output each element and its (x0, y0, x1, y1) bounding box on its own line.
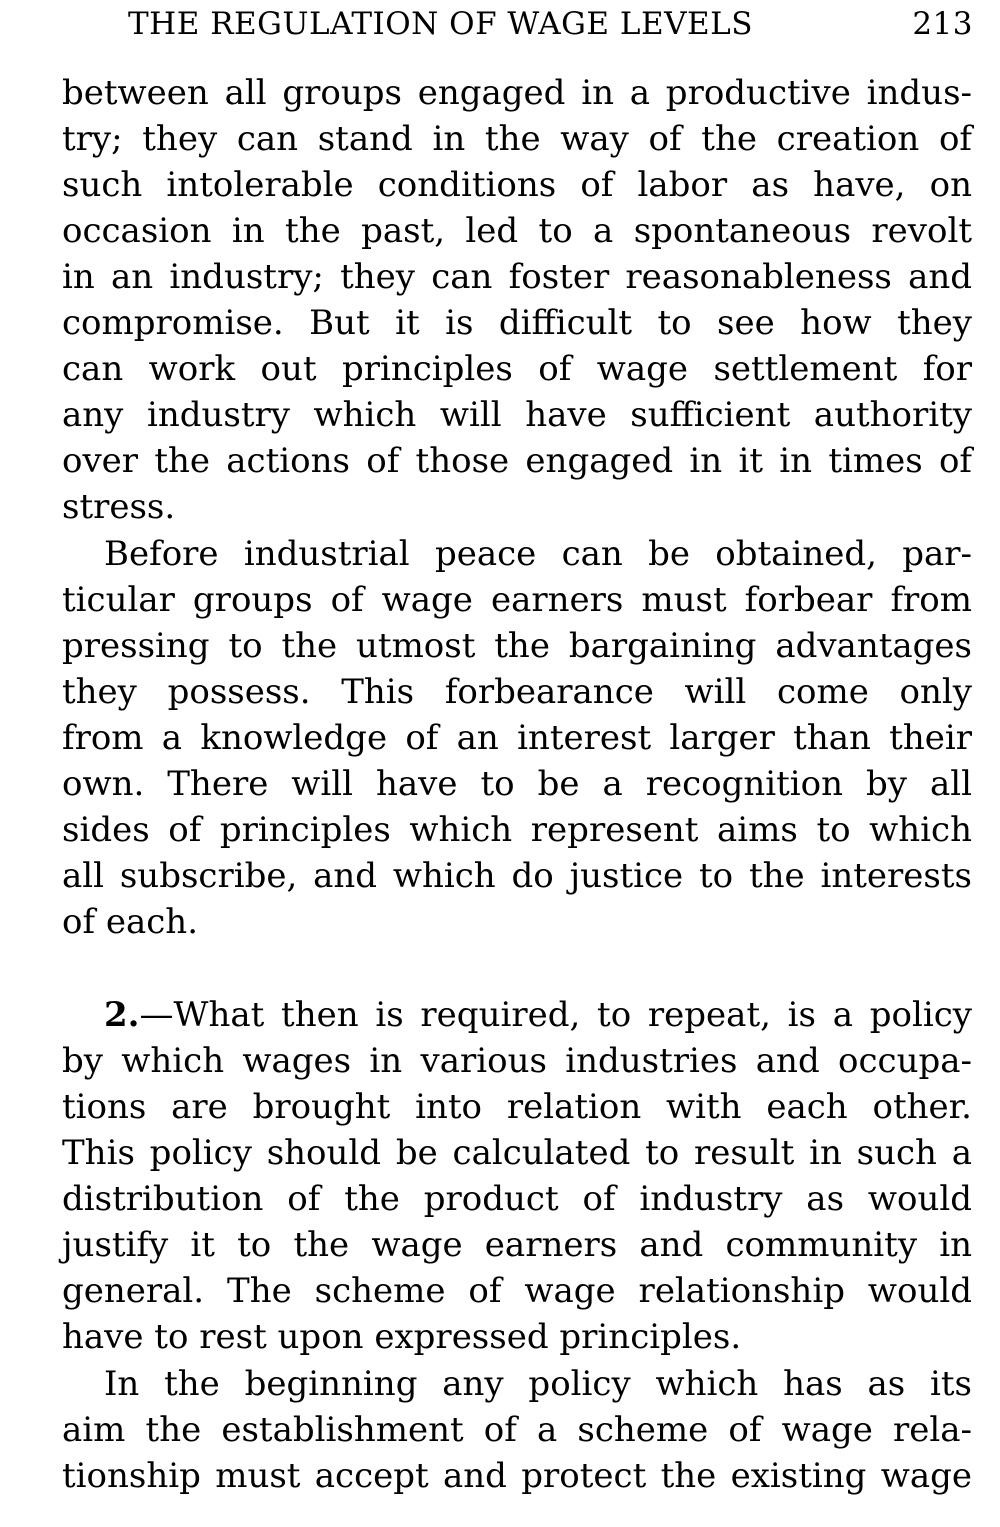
text-line: general. The scheme of wage relationship would (62, 1271, 972, 1311)
paragraph-4 (62, 1361, 972, 1499)
text-line: try; they can stand in the way of the creation of (62, 119, 972, 159)
text-line: In the beginning any policy which has as its (104, 1364, 972, 1404)
text-line: pressing to the utmost the bargaining advantages (62, 626, 972, 666)
text-line: stress. (62, 487, 176, 527)
text-line: distribution of the product of industry as would (62, 1179, 972, 1219)
paragraph-3 (62, 992, 972, 1360)
section-number: 2. (104, 995, 140, 1035)
text-line: tions are brought into relation with each other. (62, 1087, 972, 1127)
page-number: 213 (912, 6, 973, 42)
text-line: such intolerable conditions of labor as have, on (62, 165, 972, 205)
text-line: justify it to the wage earners and community in (62, 1225, 972, 1265)
section-lead-text: —What then is required, to repeat, is a policy (139, 995, 972, 1035)
text-line: tionship must accept and protect the existing wage (62, 1456, 972, 1496)
text-line: by which wages in various industries and occupa- (62, 1041, 972, 1081)
text-line: they possess. This forbearance will come only (62, 672, 972, 712)
text-line: This policy should be calculated to result in such a (62, 1133, 972, 1173)
text-line: between all groups engaged in a productive indus- (62, 73, 972, 113)
text-line: sides of principles which represent aims to which (62, 810, 972, 850)
text-line: have to rest upon expressed principles. (62, 1317, 742, 1357)
text-line: from a knowledge of an interest larger than their (62, 718, 972, 758)
text-line: aim the establishment of a scheme of wage rela- (62, 1410, 972, 1450)
text-line: of each. (62, 902, 198, 942)
paragraph-1 (62, 70, 972, 530)
running-title: THE REGULATION OF WAGE LEVELS (128, 6, 753, 42)
running-head (128, 4, 973, 44)
text-line: all subscribe, and which do justice to the interests (62, 856, 972, 896)
text-line: any industry which will have sufficient authority (62, 395, 972, 435)
text-line: ticular groups of wage earners must forbear from (62, 580, 972, 620)
text-line: compromise. But it is difficult to see how they (62, 303, 972, 343)
paragraph-2 (62, 531, 972, 945)
text-line: can work out principles of wage settlement for (62, 349, 972, 389)
text-line: in an industry; they can foster reasonableness and (62, 257, 972, 297)
text-line: Before industrial peace can be obtained, par- (104, 534, 972, 574)
text-line: own. There will have to be a recognition by all (62, 764, 972, 804)
text-line: over the actions of those engaged in it in times of (62, 441, 972, 481)
text-line: occasion in the past, led to a spontaneous revolt (62, 211, 972, 251)
section-first-line (62, 992, 972, 1038)
